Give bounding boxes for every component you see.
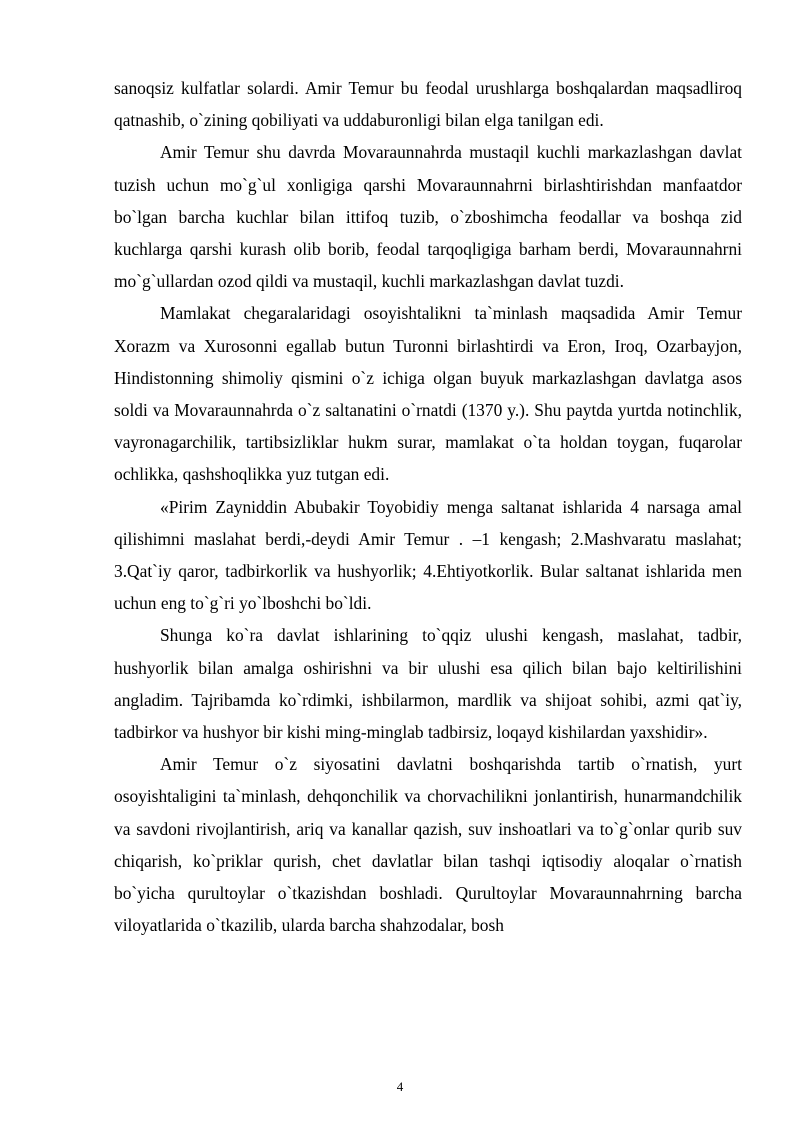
paragraph: Amir Temur shu davrda Movaraunnahrda mustaqil kuchli markazlashgan davlat tuzish uchun mo`g`ul xonligiga qarshi Movaraunnahrni birlashtirishdan manfaatdor bo`lgan barcha kuchlar bilan ittifoq tuzib, o`zboshimcha feodallar va boshqa zid kuchlarga qarshi kurash olib borib, feodal tarqoqligiga barham berdi, Movaraunnahrni mo`g`ullardan ozod qildi va mustaqil, kuchli markazlashgan davlat tuzdi. [114,142,742,292]
body-text [114,72,742,941]
paragraph: Amir Temur o`z siyosatini davlatni boshqarishda tartib o`rnatish, yurt osoyishtaligini ta`minlash, dehqonchilik va chorvachilikni jonlantirish, hunarmandchilik va savdoni rivojlantirish, ariq va kanallar qazish, suv inshoatlari va to`g`onlar qurib suv chiqarish, ko`priklar qurish, chet davlatlar bilan tashqi iqtisodiy aloqalar o`rnatish bo`yicha qurultoylar o`tkazishdan boshladi. Qurultoylar Movaraunnahrning barcha viloyatlarida o`tkazilib, ularda barcha shahzodalar, bosh [114,754,742,936]
page-number: 4 [396,1079,404,1094]
paragraph-continuation: sanoqsiz kulfatlar solardi. Amir Temur bu feodal urushlarga boshqalardan maqsadliroq qatnashib, o`zining qobiliyati va uddaburonligi bilan elga tanilgan edi. [114,78,742,131]
paragraph: Mamlakat chegaralaridagi osoyishtalikni ta`minlash maqsadida Amir Temur Xorazm va Xurosonni egallab butun Turonni birlashtirdi va Eron, Iroq, Ozarbayjon, Hindistonning shimoliy qismini o`z ichiga olgan buyuk markazlashgan davlatga asos soldi va Movaraunnahrda o`z saltanatini o`rnatdi (1370 y.). Shu paytda yurtda notinchlik, vayronagarchilik, tartibsizliklar hukm surar, mamlakat o`ta holdan toygan, fuqarolar ochlikka, qashshoqlikka yuz tutgan edi. [114,303,742,485]
paragraph-quote: Shunga ko`ra davlat ishlarining to`qqiz ulushi kengash, maslahat, tadbir, hushyorlik bilan amalga oshirishni va bir ulushi esa qilich bilan bajo keltirilishini angladim. Tajribamda ko`rdimki, ishbilarmon, mardlik va shijoat sohibi, azmi qat`iy, tadbirkor va hushyor bir kishi ming-minglab tadbirsiz, loqayd kishilardan yaxshidir». [114,625,742,743]
paragraph-quote: «Pirim Zayniddin Abubakir Toyobidiy menga saltanat ishlarida 4 narsaga amal qilishimni maslahat berdi,-deydi Amir Temur . –1 kengash; 2.Mashvaratu maslahat; 3.Qat`iy qaror, tadbirkorlik va hushyorlik; 4.Ehtiyotkorlik. Bular saltanat ishlarida men uchun eng to`g`ri yo`lboshchi bo`ldi. [114,496,742,614]
